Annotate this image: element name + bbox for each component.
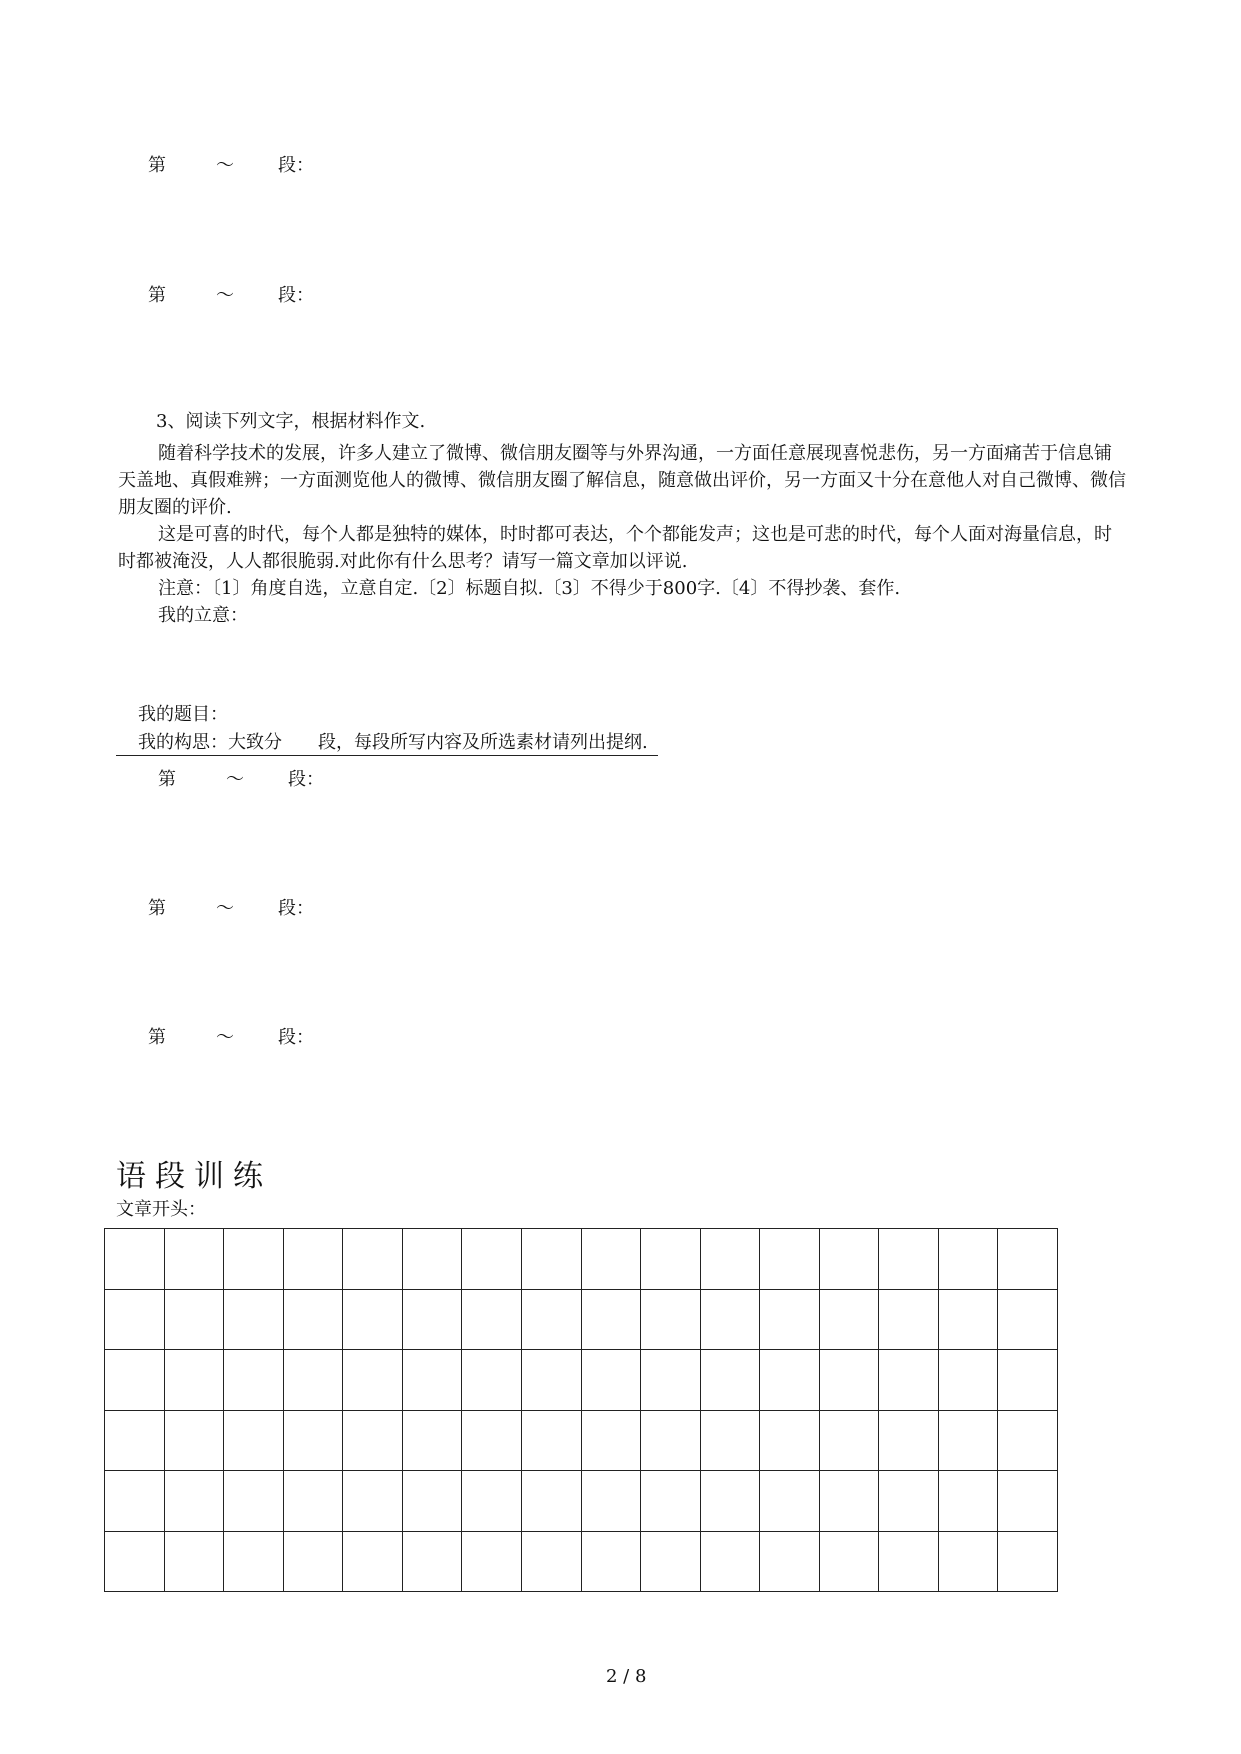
grid-cell[interactable] (284, 1290, 344, 1351)
grid-cell[interactable] (165, 1229, 225, 1290)
grid-cell[interactable] (701, 1411, 761, 1472)
grid-cell[interactable] (582, 1532, 642, 1593)
grid-cell[interactable] (939, 1229, 999, 1290)
grid-cell[interactable] (105, 1290, 165, 1351)
grid-cell[interactable] (879, 1229, 939, 1290)
grid-cell[interactable] (165, 1532, 225, 1593)
grid-cell[interactable] (879, 1290, 939, 1351)
grid-cell[interactable] (403, 1350, 463, 1411)
outline-duan: 段： (278, 155, 314, 176)
grid-cell[interactable] (760, 1532, 820, 1593)
grid-cell[interactable] (343, 1350, 403, 1411)
grid-cell[interactable] (879, 1532, 939, 1593)
grid-cell[interactable] (641, 1350, 701, 1411)
grid-cell[interactable] (939, 1411, 999, 1472)
training-subtitle: 文章开头： (116, 1199, 206, 1220)
grid-cell[interactable] (998, 1532, 1058, 1593)
grid-cell[interactable] (641, 1471, 701, 1532)
outline-row (148, 157, 388, 179)
grid-cell[interactable] (582, 1411, 642, 1472)
outline-tilde: ～ (226, 769, 244, 790)
outline-row (148, 900, 388, 922)
grid-cell[interactable] (701, 1532, 761, 1593)
grid-cell[interactable] (105, 1229, 165, 1290)
grid-cell[interactable] (522, 1411, 582, 1472)
grid-cell[interactable] (522, 1532, 582, 1593)
grid-cell[interactable] (641, 1229, 701, 1290)
outline-row (148, 287, 388, 309)
grid-cell[interactable] (462, 1350, 522, 1411)
grid-cell[interactable] (403, 1532, 463, 1593)
outline-tilde: ～ (216, 155, 234, 176)
grid-cell[interactable] (820, 1471, 880, 1532)
grid-cell[interactable] (998, 1411, 1058, 1472)
grid-cell[interactable] (582, 1350, 642, 1411)
grid-cell[interactable] (939, 1290, 999, 1351)
grid-cell[interactable] (284, 1411, 344, 1472)
outline-tilde: ～ (216, 898, 234, 919)
writing-grid (104, 1228, 1058, 1592)
grid-cell[interactable] (522, 1229, 582, 1290)
grid-cell[interactable] (760, 1411, 820, 1472)
question-notice: 注意：〔1〕角度自选，立意自定.〔2〕标题自拟.〔3〕不得少于800字.〔4〕不得抄袭、套作. (158, 578, 901, 599)
grid-cell[interactable] (224, 1532, 284, 1593)
grid-cell[interactable] (879, 1411, 939, 1472)
grid-cell[interactable] (224, 1290, 284, 1351)
grid-cell[interactable] (403, 1411, 463, 1472)
grid-cell[interactable] (939, 1532, 999, 1593)
outline-di: 第 (158, 769, 176, 790)
outline-duan: 段： (288, 769, 324, 790)
outline-di: 第 (148, 1027, 166, 1048)
grid-cell[interactable] (820, 1290, 880, 1351)
grid-cell[interactable] (582, 1471, 642, 1532)
my-plan-label: 我的构思：大致分 段，每段所写内容及所选素材请列出提纲. (116, 734, 658, 756)
outline-tilde: ～ (216, 285, 234, 306)
grid-cell[interactable] (284, 1471, 344, 1532)
grid-cell[interactable] (165, 1411, 225, 1472)
training-title: 语段训练 (116, 1159, 272, 1194)
outline-row (158, 771, 398, 793)
grid-cell[interactable] (224, 1411, 284, 1472)
grid-cell[interactable] (760, 1471, 820, 1532)
grid-cell[interactable] (701, 1229, 761, 1290)
grid-cell[interactable] (462, 1471, 522, 1532)
grid-cell[interactable] (582, 1290, 642, 1351)
grid-cell[interactable] (939, 1350, 999, 1411)
outline-row (148, 1029, 388, 1051)
grid-cell[interactable] (462, 1290, 522, 1351)
grid-cell[interactable] (165, 1290, 225, 1351)
grid-cell[interactable] (641, 1411, 701, 1472)
my-title-label: 我的题目： (138, 704, 228, 725)
outline-duan: 段： (278, 898, 314, 919)
grid-cell[interactable] (224, 1350, 284, 1411)
grid-cell[interactable] (462, 1229, 522, 1290)
grid-cell[interactable] (343, 1532, 403, 1593)
grid-cell[interactable] (820, 1532, 880, 1593)
grid-cell[interactable] (105, 1532, 165, 1593)
outline-di: 第 (148, 898, 166, 919)
question-paragraph-1: 随着科学技术的发展，许多人建立了微博、微信朋友圈等与外界沟通，一方面任意展现喜悦悲伤，另一方面痛苦于信息铺天盖地、真假难辨；一方面测览他人的微博、微信朋友圈了解信息，随意做出评价，另一方面又十分在意他人对自己微博、微信朋友圈的评价. (118, 443, 1126, 518)
grid-cell[interactable] (224, 1471, 284, 1532)
grid-cell[interactable] (998, 1290, 1058, 1351)
grid-cell[interactable] (343, 1471, 403, 1532)
grid-cell[interactable] (998, 1350, 1058, 1411)
grid-cell[interactable] (165, 1471, 225, 1532)
grid-cell[interactable] (760, 1350, 820, 1411)
outline-duan: 段： (278, 285, 314, 306)
grid-cell[interactable] (998, 1471, 1058, 1532)
question-heading: 3、阅读下列文字，根据材料作文. (156, 411, 426, 432)
grid-cell[interactable] (522, 1350, 582, 1411)
question-paragraph-2: 这是可喜的时代，每个人都是独特的媒体，时时都可表达，个个都能发声；这也是可悲的时代，每个人面对海量信息，时时都被淹没，人人都很脆弱.对此你有什么思考？请写一篇文章加以评说. (118, 524, 1112, 572)
grid-cell[interactable] (403, 1290, 463, 1351)
grid-cell[interactable] (701, 1350, 761, 1411)
grid-cell[interactable] (105, 1350, 165, 1411)
grid-cell[interactable] (403, 1229, 463, 1290)
grid-cell[interactable] (641, 1532, 701, 1593)
grid-cell[interactable] (760, 1290, 820, 1351)
grid-cell[interactable] (105, 1471, 165, 1532)
grid-cell[interactable] (582, 1229, 642, 1290)
outline-di: 第 (148, 285, 166, 306)
grid-cell[interactable] (522, 1290, 582, 1351)
page-number: 2 / 8 (606, 1666, 647, 1687)
grid-cell[interactable] (284, 1350, 344, 1411)
grid-cell[interactable] (522, 1471, 582, 1532)
grid-cell[interactable] (462, 1532, 522, 1593)
grid-cell[interactable] (701, 1290, 761, 1351)
grid-cell[interactable] (879, 1471, 939, 1532)
grid-cell[interactable] (224, 1229, 284, 1290)
grid-cell[interactable] (820, 1350, 880, 1411)
grid-cell[interactable] (701, 1471, 761, 1532)
outline-di: 第 (148, 155, 166, 176)
grid-cell[interactable] (939, 1471, 999, 1532)
grid-cell[interactable] (165, 1350, 225, 1411)
my-idea-label: 我的立意： (158, 605, 248, 626)
grid-cell[interactable] (998, 1229, 1058, 1290)
grid-cell[interactable] (284, 1229, 344, 1290)
grid-cell[interactable] (879, 1350, 939, 1411)
grid-cell[interactable] (760, 1229, 820, 1290)
grid-cell[interactable] (343, 1290, 403, 1351)
grid-cell[interactable] (820, 1229, 880, 1290)
grid-cell[interactable] (343, 1411, 403, 1472)
grid-cell[interactable] (284, 1532, 344, 1593)
grid-cell[interactable] (403, 1471, 463, 1532)
grid-cell[interactable] (820, 1411, 880, 1472)
grid-cell[interactable] (462, 1411, 522, 1472)
grid-cell[interactable] (105, 1411, 165, 1472)
grid-cell[interactable] (641, 1290, 701, 1351)
outline-duan: 段： (278, 1027, 314, 1048)
grid-cell[interactable] (343, 1229, 403, 1290)
outline-tilde: ～ (216, 1027, 234, 1048)
